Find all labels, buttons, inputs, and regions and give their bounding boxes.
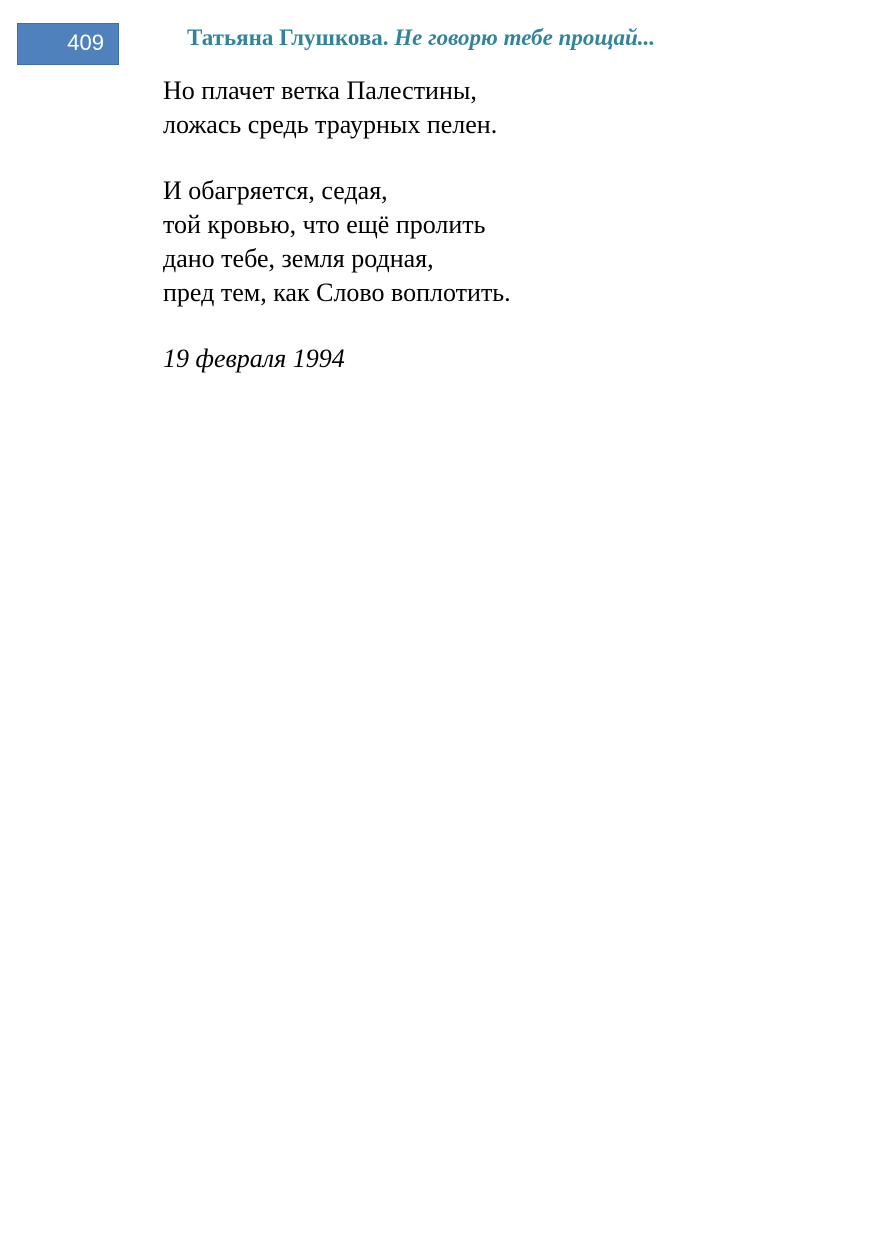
header-book-title: Не говорю тебе прощай... bbox=[394, 25, 656, 50]
poem-line: дано тебе, земля родная, bbox=[163, 244, 434, 273]
poem-line: ложась средь траурных пелен. bbox=[163, 110, 498, 139]
header-author: Татьяна Глушкова. bbox=[187, 25, 389, 50]
page-number-box bbox=[17, 23, 119, 65]
page-number: 409 bbox=[67, 30, 104, 55]
poem-date: 19 февраля 1994 bbox=[163, 344, 345, 373]
poem-line: той кровью, что ещё пролить bbox=[163, 210, 486, 239]
stanza bbox=[163, 174, 511, 310]
poem-line: И обагряется, седая, bbox=[163, 176, 388, 205]
poem-text bbox=[163, 74, 511, 376]
poem-line: пред тем, как Слово воплотить. bbox=[163, 278, 511, 307]
stanza bbox=[163, 74, 511, 142]
running-header bbox=[187, 24, 655, 52]
poem-line: Но плачет ветка Палестины, bbox=[163, 76, 477, 105]
